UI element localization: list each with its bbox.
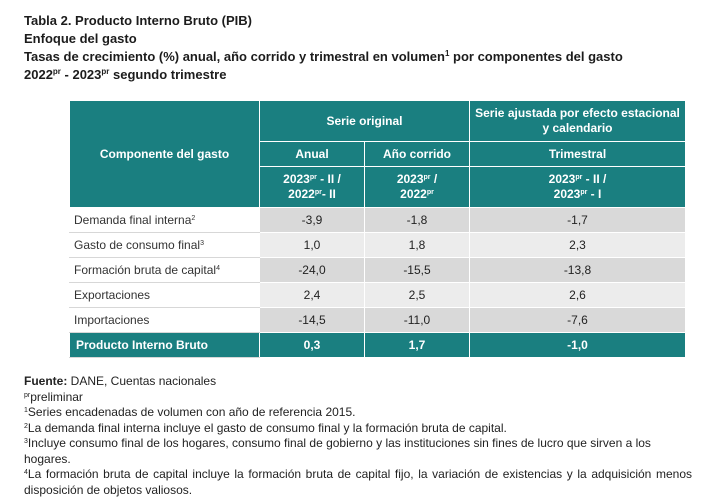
row-label: Formación bruta de capital$^4$ <box>70 258 260 283</box>
total-label: Producto Interno Bruto <box>70 333 260 358</box>
table-period: $2022^{pr} - 2023^{pr}$ segundo trimestre <box>24 66 704 84</box>
table-row <box>70 208 686 233</box>
total-anio-corrido: 1,7 <box>365 333 470 358</box>
header-serie-original: Serie original <box>260 101 470 142</box>
table-row <box>70 308 686 333</box>
source-note: Fuente: DANE, Cuentas nacionales <box>24 374 692 390</box>
table-description: Tasas de crecimiento (%) anual, año corrido y trimestral en volumen$^1$ por componentes del gasto <box>24 48 704 66</box>
row-label: Exportaciones <box>70 283 260 308</box>
cell-trimestral: -13,8 <box>470 258 686 283</box>
table-row <box>70 258 686 283</box>
footnote-1: $^1$Series encadenadas de volumen con año de referencia 2015. <box>24 405 692 421</box>
cell-anual: 1,0 <box>260 233 365 258</box>
cell-anio-corrido: 1,8 <box>365 233 470 258</box>
preliminary-note: $^{pr}$preliminar <box>24 390 692 406</box>
cell-anio-corrido: -1,8 <box>365 208 470 233</box>
cell-trimestral: -7,6 <box>470 308 686 333</box>
cell-anual: 2,4 <box>260 283 365 308</box>
footnote-2: $^2$La demanda final interna incluye el gasto de consumo final y la formación bruta de capital. <box>24 421 692 437</box>
footnote-3: $^3$Incluye consumo final de los hogares, consumo final de gobierno y las instituciones sin fines de lucro que sirven a los hogares. <box>24 436 692 467</box>
period-anio-corrido: $2023^{pr}$ / $2022^{pr}$ <box>365 167 470 208</box>
footnotes <box>24 374 692 498</box>
cell-anio-corrido: -15,5 <box>365 258 470 283</box>
period-trimestral: $2023^{pr}$ - II / $2023^{pr}$ - I <box>470 167 686 208</box>
cell-trimestral: 2,3 <box>470 233 686 258</box>
cell-anual: -14,5 <box>260 308 365 333</box>
footnote-4-cont: disposición de objetos valiosos. <box>24 483 692 498</box>
row-label: Gasto de consumo final$^3$ <box>70 233 260 258</box>
header-trimestral: Trimestral <box>470 142 686 167</box>
cell-anual: -24,0 <box>260 258 365 283</box>
header-anual: Anual <box>260 142 365 167</box>
document-header <box>24 12 704 84</box>
table-row <box>70 283 686 308</box>
total-trimestral: -1,0 <box>470 333 686 358</box>
row-label: Importaciones <box>70 308 260 333</box>
gdp-table <box>69 100 686 358</box>
cell-anio-corrido: 2,5 <box>365 283 470 308</box>
table-row <box>70 233 686 258</box>
header-anio-corrido: Año corrido <box>365 142 470 167</box>
table-title: Tabla 2. Producto Interno Bruto (PIB) <box>24 12 704 30</box>
table-subtitle: Enfoque del gasto <box>24 30 704 48</box>
total-anual: 0,3 <box>260 333 365 358</box>
footnote-4: $^4$La formación bruta de capital incluye la formación bruta de capital fijo, la variación de existencias y la adquisición menos <box>24 467 692 483</box>
table-row-total <box>70 333 686 358</box>
header-component: Componente del gasto <box>70 101 260 208</box>
header-serie-ajustada: Serie ajustada por efecto estacional y calendario <box>470 101 686 142</box>
cell-trimestral: -1,7 <box>470 208 686 233</box>
row-label: Demanda final interna$^2$ <box>70 208 260 233</box>
cell-trimestral: 2,6 <box>470 283 686 308</box>
cell-anio-corrido: -11,0 <box>365 308 470 333</box>
period-anual: $2023^{pr}$ - II / $2022^{pr}-$ II <box>260 167 365 208</box>
cell-anual: -3,9 <box>260 208 365 233</box>
